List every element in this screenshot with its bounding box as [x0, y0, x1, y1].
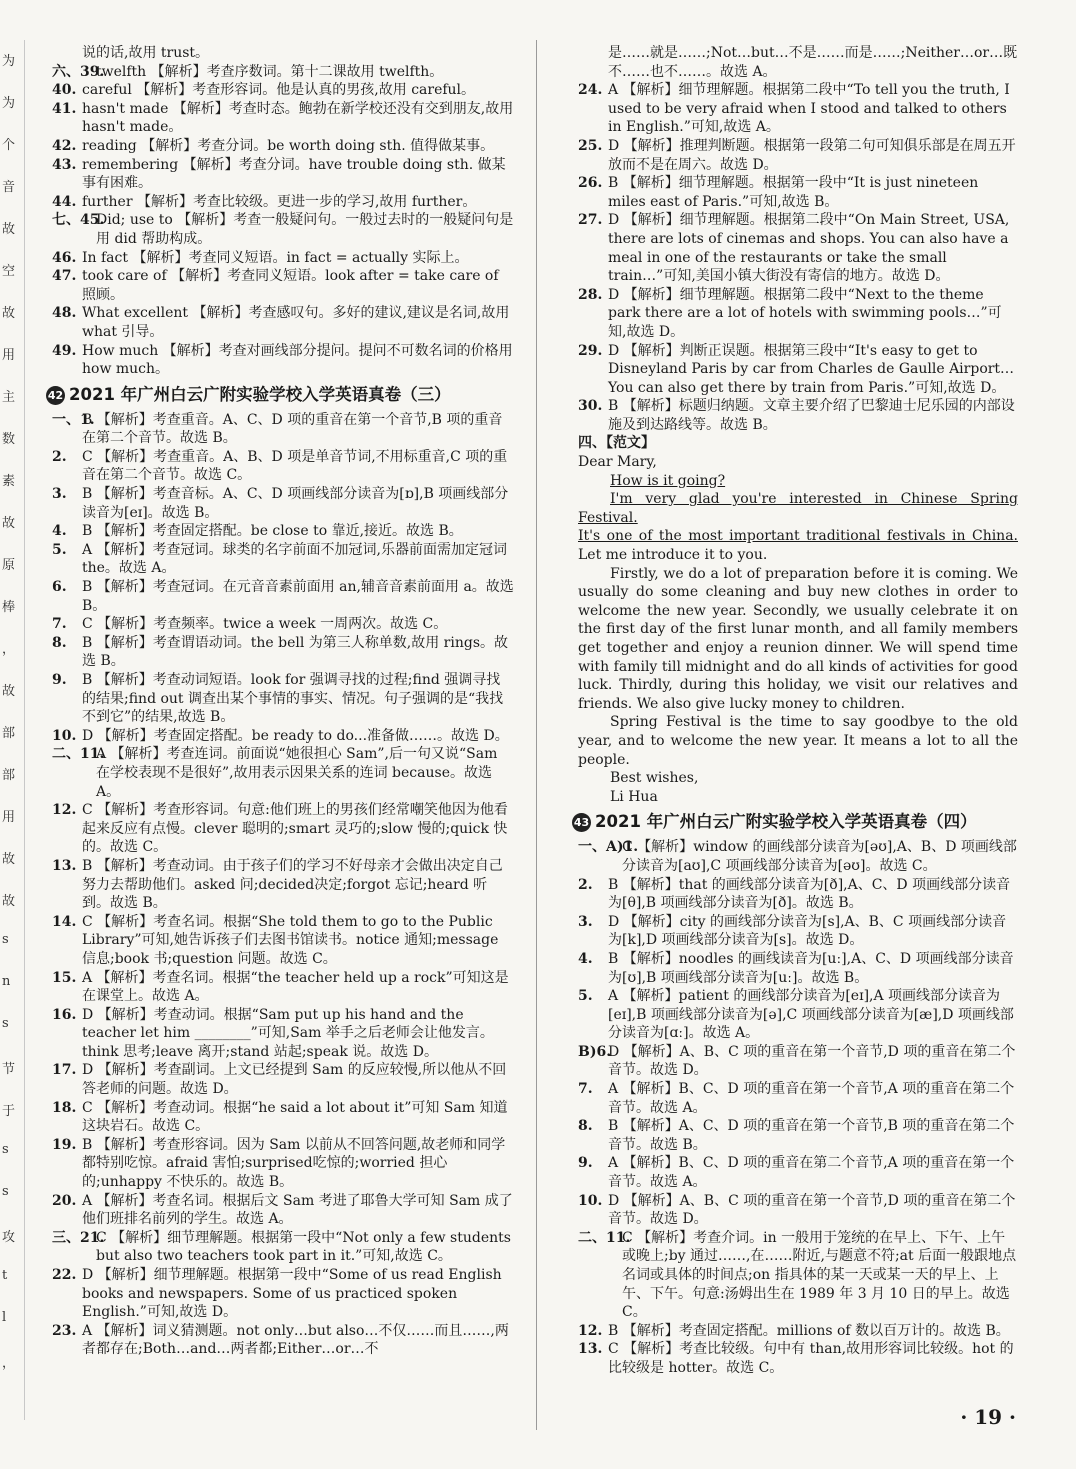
margin-fragment: n	[2, 974, 11, 989]
answer-number: 30.	[578, 398, 603, 415]
answer-list-part-2	[52, 44, 514, 379]
margin-fragment: 故	[2, 222, 16, 237]
answer-text: A 【解析】考查名词。根据后文 Sam 考进了耶鲁大学可知 Sam 成了他们班排名前列的学生。故选 A。	[82, 1192, 513, 1228]
answer-text: further 【解析】考查比较级。更进一步的学习,故用 further。	[82, 193, 477, 210]
margin-fragment: 故	[2, 306, 16, 321]
answer-number: 二、11.	[578, 1229, 631, 1246]
answer-item	[578, 1340, 1018, 1377]
answer-text: C 【解析】考查比较级。句中有 than,故用形容词比较级。hot 的比较级是 hotter。故选 C。	[608, 1341, 1014, 1376]
margin-fragment: t	[2, 1268, 8, 1283]
answer-item	[578, 137, 1018, 174]
essay-line-2a: I'm very glad you're interested in Chinese Spring Festival.	[578, 491, 1018, 526]
answer-number: 12.	[578, 1322, 603, 1339]
answer-number: 27.	[578, 212, 603, 229]
answer-text: B 【解析】标题归纳题。文章主要介绍了巴黎迪士尼乐园的内部设施及到达路线等。故选 B。	[608, 398, 1015, 433]
answer-text: D 【解析】city 的画线部分读音为[s],A、B、C 项画线部分读音为[k],D 项画线部分读音为[s]。故选 D。	[608, 913, 1007, 949]
margin-fragment: ，	[2, 642, 16, 657]
answer-item	[52, 727, 514, 746]
answer-number: 44.	[52, 193, 77, 210]
answer-text: D 【解析】A、B、C 项的重音在第一个音节,D 项的重音在第二个音节。故选 D。	[608, 1043, 1016, 1079]
answer-item	[578, 1154, 1018, 1191]
margin-fragment: 个	[2, 138, 16, 153]
exam-4-title-text: 2021 年广州白云广附实验学校入学英语真卷（四）	[595, 812, 977, 832]
answer-item	[578, 838, 1018, 875]
answer-text: B 【解析】A、C、D 项的重音在第一个音节,B 项的重音在第二个音节。故选 B。	[608, 1118, 1015, 1153]
answer-number: 19.	[52, 1136, 77, 1153]
answer-item	[578, 1192, 1018, 1229]
margin-fragment: s	[2, 932, 9, 947]
essay-paragraph-1: Firstly, we do a lot of preparation before it is coming. We usually do some cleaning and buy new clothes in order to welcome the new year. Secondly, we usually celebrate it on the first day of the first lunar month, and all family members get together and enjoy a reunion dinner. We will spend time with family till midnight and do all kinds of activities for good luck. Thirdly, during this holiday, we visit our relatives and friends. We also give lucky money to children.	[578, 565, 1018, 712]
margin-fragment: 空	[2, 264, 16, 279]
answer-text: C 【解析】细节理解题。根据第一段中“Not only a few students but also two teachers took part in it.”可知,故选 C。	[96, 1229, 511, 1265]
answer-number: 46.	[52, 249, 77, 266]
essay-line-2b: It's one of the most important traditional festivals in China.	[578, 528, 1018, 545]
left-margin-fragments	[0, 40, 25, 1420]
answer-number: 5.	[52, 541, 67, 558]
margin-fragment: 用	[2, 348, 16, 363]
answer-item	[52, 522, 514, 541]
answer-number: 22.	[52, 1267, 77, 1283]
answer-number: 13.	[52, 857, 77, 874]
essay-paragraph-2: Spring Festival is the time to say goodbye to the old year, and to welcome the new year. It means a lot to all the people.	[578, 714, 1018, 768]
margin-fragment: 用	[2, 810, 16, 825]
margin-fragment: 部	[2, 768, 16, 783]
answer-number: 14.	[52, 913, 77, 930]
answer-number: 4.	[52, 523, 67, 540]
answer-item	[52, 304, 514, 341]
answer-item	[52, 63, 514, 82]
answer-number: 25.	[578, 137, 603, 154]
answer-item	[52, 156, 514, 193]
answer-text: B 【解析】考查形容词。因为 Sam 以前从不回答问题,故老师和同学都特别吃惊。afraid 害怕;surprised吃惊的;worried 担心的;unhappy 不快乐的。故选 B。	[82, 1136, 506, 1191]
margin-fragment: 攻	[2, 1230, 16, 1245]
answer-text: took care of 【解析】考查同义短语。look after = take care of 照顾。	[82, 268, 499, 303]
answer-text: C 【解析】考查形容词。句意:他们班上的男孩们经常嘲笑他因为他看起来反应有点慢。clever 聪明的;smart 灵巧的;slow 慢的;quick 快的。故选 C。	[82, 802, 508, 856]
exam-4-answers	[578, 838, 1018, 1377]
answer-number: 10.	[52, 727, 77, 744]
answer-number: 18.	[52, 1099, 77, 1116]
answer-text: B 【解析】考查固定搭配。millions of 数以百万计的。故选 B。	[608, 1322, 1010, 1339]
answer-text: B 【解析】考查重音。A、C、D 项的重音在第一个音节,B 项的重音在第二个音节。故选 B。	[82, 411, 503, 447]
answer-item	[578, 1117, 1018, 1154]
answer-item	[52, 615, 514, 634]
answer-item	[578, 342, 1018, 398]
answer-item	[52, 137, 514, 156]
answer-item	[52, 342, 514, 379]
answer-item	[52, 634, 514, 671]
answer-item	[578, 1043, 1018, 1080]
answer-text: C 【解析】考查名词。根据“She told them to go to the Public Library”可知,她告诉孩子们去图书馆读书。notice 通知;message 信息;book 书;question 问题。故选 C。	[82, 913, 499, 967]
margin-fragment: 棒	[2, 600, 16, 615]
margin-fragment: 故	[2, 894, 16, 909]
answer-item	[52, 1322, 514, 1359]
answer-item	[52, 411, 514, 448]
margin-fragment: s	[2, 1016, 9, 1031]
answer-number: 8.	[52, 634, 67, 651]
answer-text: B 【解析】考查动词短语。look for 强调寻找的过程;find 强调寻找的结果;find out 调查出某个事情的事实、情况。句子强调的是“我找不到它”的结果,故选 B。	[82, 672, 504, 726]
answer-item	[52, 81, 514, 100]
answer-number: 三、21.	[52, 1229, 105, 1246]
exam-3-title-text: 2021 年广州白云广附实验学校入学英语真卷（三）	[69, 384, 451, 404]
exam-number-badge: 43	[572, 813, 591, 832]
answer-item	[578, 174, 1018, 211]
answer-number: 15.	[52, 969, 77, 986]
answer-number: 41.	[52, 100, 77, 117]
exam-4-title	[572, 811, 1018, 833]
answer-text: A 【解析】考查连词。前面说“她很担心 Sam”,后一句又说“Sam 在学校表现不是很好”,故用表示因果关系的连词 because。故选 A。	[96, 746, 498, 800]
answer-text: C 【解析】window 的画线部分读音为[əʊ],A、B、D 项画线部分读音为[aʊ],C 项画线部分读音为[əʊ]。故选 C。	[622, 839, 1017, 874]
answer-text: B 【解析】that 的画线部分读音为[ð],A、C、D 项画线部分读音为[θ],B 项画线部分读音为[ð]。故选 B。	[608, 876, 1011, 912]
answer-text: C 【解析】考查动词。根据“he said a lot about it”可知 Sam 知道这块岩石。故选 C。	[82, 1099, 508, 1135]
answer-text: D 【解析】考查固定搭配。be ready to do...准备做……。故选 D。	[82, 727, 509, 744]
answer-text: C 【解析】考查重音。A、B、D 项是单音节词,不用标重音,C 项的重音在第二个音节。故选 C。	[82, 448, 508, 484]
answer-number: 49.	[52, 342, 77, 359]
answer-number: B)6.	[578, 1043, 612, 1060]
answer-number: 48.	[52, 305, 77, 322]
exam-number-badge: 42	[46, 386, 65, 405]
answer-text: careful 【解析】考查形容词。他是认真的男孩,故用 careful。	[82, 82, 476, 99]
answer-text: B 【解析】考查冠词。在元音音素前面用 an,辅音音素前面用 a。故选 B。	[82, 579, 514, 614]
answer-item	[578, 987, 1018, 1043]
answer-number: 一、1.	[52, 411, 95, 428]
answer-text: D 【解析】推理判断题。根据第一段第二句可知俱乐部是在周五开放而不是在周六。故选 D。	[608, 137, 1016, 173]
answer-item	[52, 1229, 514, 1266]
answer-number: 16.	[52, 1006, 77, 1023]
answer-number: 7.	[52, 616, 67, 633]
answer-text: How much 【解析】考查对画线部分提问。提问不可数名词的价格用 how much。	[82, 342, 513, 378]
answer-item	[52, 267, 514, 304]
answer-text: B 【解析】细节理解题。根据第一段中“It is just nineteen miles east of Paris.”可知,故选 B。	[608, 175, 979, 210]
margin-fragment: 于	[2, 1104, 16, 1119]
answer-item	[578, 913, 1018, 950]
answer-text: B 【解析】考查固定搭配。be close to 靠近,接近。故选 B。	[82, 523, 463, 540]
answer-item	[578, 286, 1018, 342]
answer-text: D 【解析】细节理解题。根据第一段中“Some of us read English books and newspapers. Some of us practiced spoken English.”可知,故选 D。	[82, 1267, 502, 1321]
answer-text: A 【解析】考查名词。根据“the teacher held up a rock”可知这是在课堂上。故选 A。	[82, 969, 509, 1005]
model-essay	[578, 434, 1018, 806]
essay-closing: Best wishes,	[610, 770, 699, 787]
answer-number: 28.	[578, 286, 603, 303]
answer-item	[578, 1322, 1018, 1341]
answer-number: 2.	[52, 448, 67, 465]
margin-fragment: 数	[2, 432, 16, 447]
answer-number: 20.	[52, 1192, 77, 1209]
answer-item	[52, 671, 514, 727]
essay-greeting: Dear Mary,	[578, 454, 657, 471]
essay-line-1: How is it going?	[610, 472, 726, 489]
answer-text: What excellent 【解析】考查感叹句。多好的建议,建议是名词,故用 what 引导。	[82, 305, 510, 340]
margin-fragment: s	[2, 1184, 9, 1199]
answer-item	[52, 1061, 514, 1098]
answer-number: 七、45.	[52, 212, 105, 229]
answer-number: 7.	[578, 1081, 593, 1098]
answer-item	[578, 211, 1018, 285]
answer-item	[578, 1229, 1018, 1322]
margin-fragment: ，	[2, 1356, 16, 1371]
answer-text: D 【解析】考查动词。根据“Sam put up his hand and the teacher let him ________”可知,Sam 举手之后老师会让他发言。think 思考;leave 离开;stand 站起;speak 说。故选 D。	[82, 1006, 494, 1060]
column-divider	[536, 40, 537, 1430]
answer-item	[578, 397, 1018, 434]
margin-fragment: s	[2, 1142, 9, 1157]
margin-fragment: 故	[2, 852, 16, 867]
answer-text: C 【解析】考查频率。twice a week 一周两次。故选 C。	[82, 616, 448, 633]
answer-number: 29.	[578, 342, 603, 359]
answer-item	[52, 1136, 514, 1192]
margin-fragment: 故	[2, 516, 16, 531]
margin-fragment: 故	[2, 684, 16, 699]
answer-text: hasn't made 【解析】考查时态。鲍勃在新学校还没有交到朋友,故用 hasn't made。	[82, 100, 514, 136]
answer-number: 一、A)1.	[578, 839, 639, 856]
answer-number: 24.	[578, 82, 603, 99]
answer-text: A 【解析】B、C、D 项的重音在第一个音节,A 项的重音在第二个音节。故选 A。	[608, 1081, 1015, 1116]
answer-text: B 【解析】noodles 的画线读音为[uː],A、C、D 项画线部分读音为[ʊ],B 项画线部分读音为[uː]。故选 B。	[608, 950, 1014, 986]
essay-line-2c: Let me introduce it to you.	[578, 547, 768, 564]
answer-item	[52, 1006, 514, 1062]
margin-fragment: 节	[2, 1062, 16, 1077]
answer-text: reading 【解析】考查分词。be worth doing sth. 值得做某事。	[82, 137, 495, 154]
answer-item	[52, 448, 514, 485]
answer-number: 43.	[52, 156, 77, 173]
answer-number: 3.	[52, 486, 67, 503]
answer-item	[52, 100, 514, 137]
margin-fragment: 原	[2, 558, 16, 573]
answer-item	[52, 211, 514, 248]
right-column	[573, 44, 1018, 1378]
answer-item	[578, 876, 1018, 913]
left-column	[47, 44, 514, 1359]
answer-text: A 【解析】patient 的画线部分读音为[eɪ],A 项画线部分读音为[eɪ],B 项画线部分读音为[ə],C 项画线部分读音为[æ],D 项画线部分读音为[ɑː]。故选 A。	[608, 988, 1014, 1042]
margin-fragment: 音	[2, 180, 16, 195]
answer-item	[52, 1192, 514, 1229]
answer-item	[578, 81, 1018, 137]
answer-text: 是……就是……;Not…but…不是……而是……;Neither…or…既不……也不……。故选 A。	[608, 45, 1018, 80]
answer-item	[578, 1080, 1018, 1117]
answer-number: 9.	[52, 672, 67, 688]
margin-fragment: 为	[2, 96, 16, 111]
answer-number: 10.	[578, 1192, 603, 1209]
answer-item	[52, 857, 514, 913]
answer-number: 13.	[578, 1341, 603, 1358]
answer-text: C 【解析】考查介词。in 一般用于笼统的在早上、下午、上午或晚上;by 通过……,在……附近,与题意不符;at 后面一般跟地点名词或具体的时间点;on 指具体的某一天或某一天的早上、上午、下午。句意:汤姆出生在 1989 年 3 月 10 日的早上。故选 C。	[622, 1229, 1017, 1321]
essay-heading: 四、【范文】	[578, 435, 655, 452]
answer-item	[52, 249, 514, 268]
margin-fragment: l	[2, 1310, 7, 1325]
answer-text: Did; use to 【解析】考查一般疑问句。一般过去时的一般疑问句是用 did 帮助构成。	[96, 212, 514, 247]
answer-item	[52, 44, 514, 63]
answer-number: 42.	[52, 137, 77, 154]
answer-number: 六、39.	[52, 63, 105, 80]
answer-item	[52, 578, 514, 615]
answer-item	[52, 193, 514, 212]
answer-item	[52, 913, 514, 969]
answer-item	[52, 801, 514, 857]
answer-text: D 【解析】考查副词。上文已经提到 Sam 的反应较慢,所以他从不回答老师的问题。故选 D。	[82, 1062, 507, 1098]
answer-number: 47.	[52, 268, 77, 285]
answer-number: 23.	[52, 1322, 77, 1339]
answer-number: 3.	[578, 913, 593, 930]
answer-number: 8.	[578, 1118, 593, 1135]
answer-number: 40.	[52, 82, 77, 99]
answer-number: 6.	[52, 579, 67, 596]
answer-number: 9.	[578, 1155, 593, 1172]
answer-text: D 【解析】A、B、C 项的重音在第一个音节,D 项的重音在第二个音节。故选 D。	[608, 1192, 1016, 1228]
exam-3-answers	[52, 411, 514, 1359]
answer-number: 二、11.	[52, 746, 105, 763]
answer-number: 12.	[52, 802, 77, 819]
answer-item	[52, 745, 514, 801]
answer-text: A 【解析】B、C、D 项的重音在第二个音节,A 项的重音在第一个音节。故选 A。	[608, 1155, 1015, 1191]
essay-signature: Li Hua	[610, 788, 658, 805]
answer-item	[52, 969, 514, 1006]
answer-text: B 【解析】考查动词。由于孩子们的学习不好母亲才会做出决定自己努力去帮助他们。asked 问;decided决定;forgot 忘记;heard 听到。故选 B。	[82, 857, 503, 912]
answer-text: B 【解析】考查音标。A、C、D 项画线部分读音为[ɒ],B 项画线部分读音为[eɪ]。故选 B。	[82, 486, 509, 521]
answer-text: remembering 【解析】考查分词。have trouble doing sth. 做某事有困难。	[82, 156, 506, 192]
answer-number: 4.	[578, 950, 593, 967]
answer-number: 26.	[578, 175, 603, 192]
answer-item	[578, 44, 1018, 81]
answer-text: D 【解析】细节理解题。根据第二段中“Next to the theme park there are a lot of hotels with swimming pools…”可知,故选 D。	[608, 286, 1002, 340]
answer-text: twelfth 【解析】考查序数词。第十二课故用 twelfth。	[96, 63, 444, 80]
answer-text: In fact 【解析】考查同义短语。in fact = actually 实际上。	[82, 249, 469, 266]
answer-item	[52, 1099, 514, 1136]
answer-text: 说的话,故用 trust。	[82, 45, 210, 61]
answer-text: D 【解析】细节理解题。根据第二段中“On Main Street, USA, there are lots of cinemas and shops. You can also have a meal in one of the restaurants or take the small train…”可知,美国小镇大街没有寄信的地方。故选 D。	[608, 212, 1010, 285]
page-number: · 19 ·	[960, 1405, 1016, 1429]
answer-item	[52, 1266, 514, 1322]
answer-item	[52, 485, 514, 522]
margin-fragment: 为	[2, 54, 16, 69]
answer-item	[52, 541, 514, 578]
exam-3-title	[46, 384, 514, 406]
answer-text: A 【解析】细节理解题。根据第二段中“To tell you the truth, I used to be very afraid when I stood and talked to others in English.”可知,故选 A。	[608, 82, 1010, 136]
answer-number: 2.	[578, 876, 593, 893]
answer-text: A 【解析】词义猜测题。not only…but also…不仅……而且……,两者都存在;Both…and…两者都;Either…or…不	[82, 1322, 509, 1358]
answer-item	[578, 950, 1018, 987]
answer-text: D 【解析】判断正误题。根据第三段中“It's easy to get to Disneyland Paris by car from Charles de Gaulle Airport… You can also get there by train from Paris.”可知,故选 D。	[608, 342, 1015, 396]
answer-number: 17.	[52, 1062, 77, 1079]
margin-fragment: 主	[2, 390, 16, 405]
margin-fragment: 部	[2, 726, 16, 741]
answer-text: B 【解析】考查谓语动词。the bell 为第三人称单数,故用 rings。故选 B。	[82, 634, 509, 670]
margin-fragment: 素	[2, 474, 16, 489]
answer-list-part-3	[578, 44, 1018, 434]
answer-text: A 【解析】考查冠词。球类的名字前面不加冠词,乐器前面需加定冠词 the。故选 A。	[82, 541, 508, 577]
answer-number: 5.	[578, 988, 593, 1005]
